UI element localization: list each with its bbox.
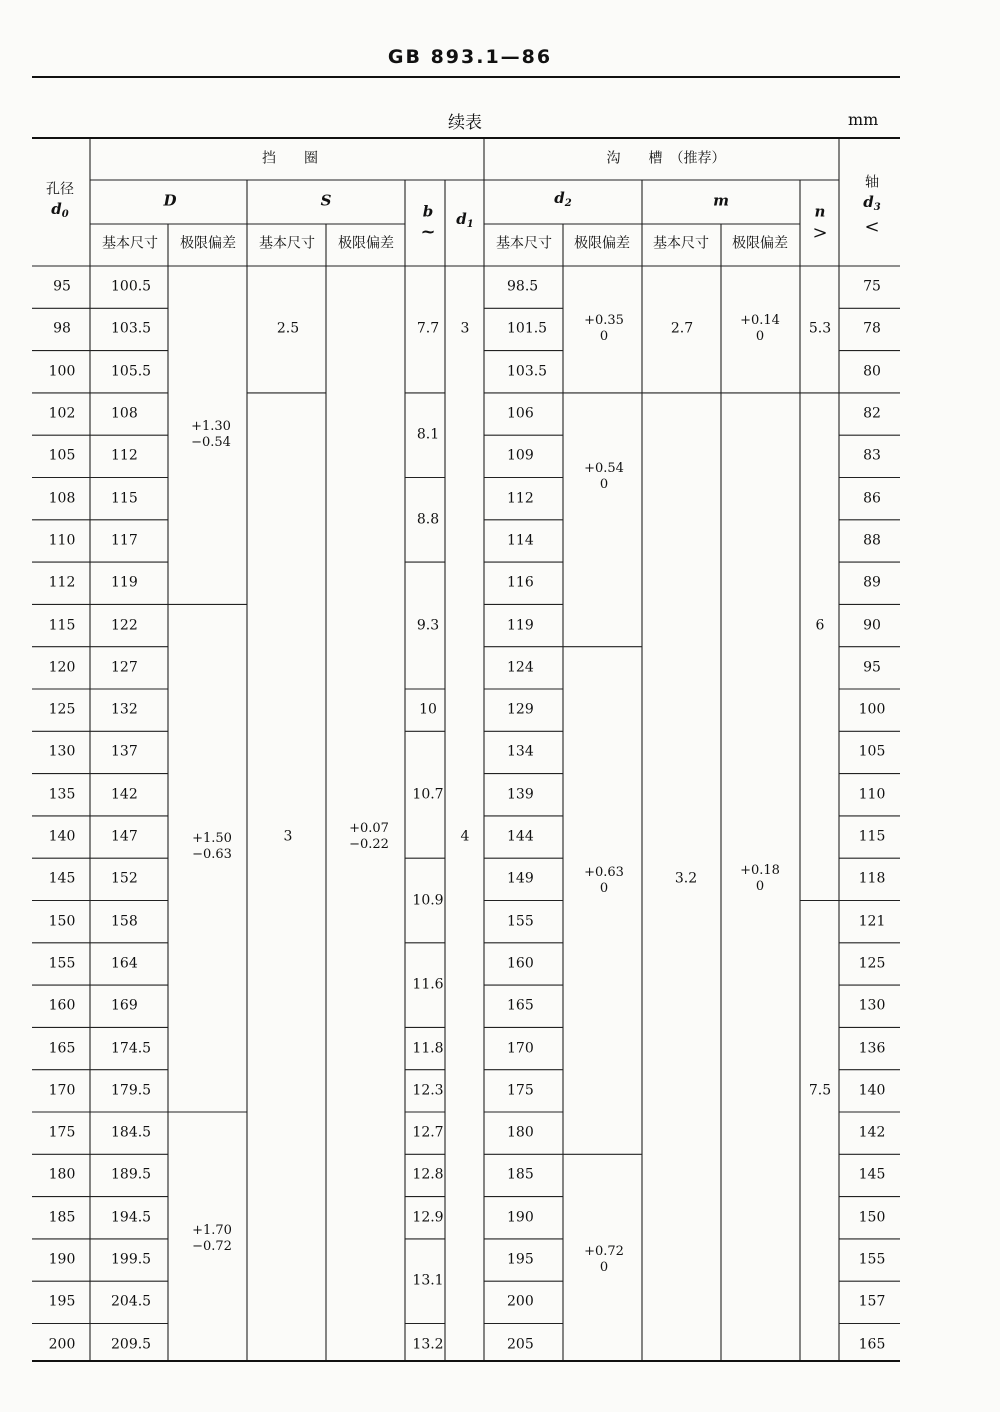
- D-tolerance: [192, 1223, 232, 1255]
- b-cell: 13.2: [412, 1336, 444, 1353]
- document-header: GB 893.1—86: [387, 46, 553, 68]
- m-tolerance: [740, 313, 780, 345]
- d3-cell: 83: [863, 447, 881, 464]
- d2-basic-cell: 103.5: [507, 363, 548, 380]
- header-retaining-ring: 挡 圈: [262, 150, 318, 167]
- d0-cell: 175: [48, 1124, 76, 1141]
- d3-cell: 115: [858, 828, 886, 845]
- D-tolerance-upper: +1.50: [192, 831, 232, 847]
- D-basic-cell: 103.5: [111, 320, 152, 337]
- d1-cell: 4: [460, 828, 470, 845]
- header-d1: $d_1$: [456, 210, 474, 230]
- d2-basic-cell: 160: [507, 955, 534, 972]
- D-tolerance-upper: +1.70: [192, 1222, 232, 1238]
- d2-tolerance: [584, 865, 624, 897]
- d0-cell: 145: [48, 870, 76, 887]
- b-cell: 10.7: [412, 786, 444, 803]
- d2-basic-cell: 205: [507, 1336, 534, 1353]
- S-basic-cell: 2.5: [276, 320, 300, 337]
- d2-basic-cell: 190: [507, 1209, 534, 1226]
- header-S-basic: 基本尺寸: [259, 235, 315, 252]
- header-n: n: [814, 202, 826, 221]
- D-basic-cell: 119: [111, 574, 138, 591]
- d3-cell: 100: [858, 701, 886, 718]
- d2-tolerance: [584, 1244, 624, 1276]
- S-tolerance-upper: +0.07: [349, 821, 389, 837]
- d2-basic-cell: 114: [507, 532, 534, 549]
- b-cell: 10: [419, 701, 437, 718]
- d2-tolerance-lower: 0: [599, 880, 609, 896]
- header-bore: 孔径: [46, 181, 74, 198]
- header-m-tolerance: 极限偏差: [732, 235, 788, 252]
- d0-cell: 105: [48, 447, 76, 464]
- d2-tolerance: [584, 313, 624, 345]
- d2-basic-cell: 124: [507, 659, 534, 676]
- d0-cell: 155: [48, 955, 76, 972]
- d2-basic-cell: 170: [507, 1040, 534, 1057]
- d3-cell: 89: [863, 574, 881, 591]
- d0-cell: 190: [48, 1251, 76, 1268]
- d0-cell: 140: [48, 828, 76, 845]
- d3-cell: 155: [858, 1251, 886, 1268]
- d2-basic-cell: 175: [507, 1082, 534, 1099]
- header-S: S: [320, 191, 332, 210]
- D-basic-cell: 189.5: [111, 1166, 152, 1183]
- b-cell: 9.3: [416, 617, 440, 634]
- d3-cell: 157: [858, 1293, 886, 1310]
- d2-basic-cell: 98.5: [507, 278, 539, 295]
- b-cell: 7.7: [416, 320, 440, 337]
- d0-cell: 160: [48, 997, 76, 1014]
- b-cell: 10.9: [412, 892, 444, 908]
- b-cell: 8.8: [416, 511, 440, 528]
- D-tolerance: [192, 831, 232, 863]
- D-basic-cell: 204.5: [111, 1293, 152, 1310]
- d3-cell: 140: [858, 1082, 886, 1099]
- d2-basic-cell: 165: [507, 997, 534, 1014]
- b-cell: 11.6: [412, 976, 444, 993]
- D-basic-cell: 184.5: [111, 1124, 152, 1141]
- d3-cell: 165: [858, 1336, 886, 1353]
- D-basic-cell: 132: [111, 701, 138, 718]
- b-cell: 12.8: [412, 1166, 444, 1183]
- D-basic-cell: 194.5: [111, 1209, 152, 1226]
- header-b-symbol: ~: [420, 221, 436, 243]
- table-top-rule: [32, 137, 900, 139]
- m-tolerance: [740, 863, 780, 895]
- d2-basic-cell: 116: [507, 574, 534, 591]
- d2-basic-cell: 180: [507, 1124, 534, 1141]
- m-basic-cell: 2.7: [670, 320, 694, 337]
- d3-cell: 88: [863, 532, 881, 549]
- D-tolerance-lower: −0.63: [192, 847, 232, 863]
- m-tolerance-lower: 0: [755, 329, 765, 345]
- header-n-symbol: >: [812, 222, 828, 244]
- d2-basic-cell: 185: [507, 1166, 534, 1183]
- d3-cell: 136: [858, 1040, 886, 1057]
- header-D-basic: 基本尺寸: [102, 235, 158, 252]
- table-caption: 续表: [448, 113, 482, 133]
- D-tolerance-upper: +1.30: [191, 419, 231, 435]
- d0-cell: 200: [48, 1336, 76, 1353]
- D-basic-cell: 137: [111, 743, 138, 760]
- D-basic-cell: 179.5: [111, 1082, 152, 1099]
- header-D-tolerance: 极限偏差: [180, 235, 236, 252]
- d2-basic-cell: 144: [507, 828, 534, 845]
- header-d2-basic: 基本尺寸: [496, 235, 552, 252]
- d0-cell: 120: [48, 659, 76, 676]
- d2-basic-cell: 134: [507, 743, 534, 760]
- D-basic-cell: 142: [111, 786, 138, 803]
- d3-cell: 75: [863, 278, 881, 295]
- d2-basic-cell: 101.5: [507, 320, 548, 337]
- D-tolerance: [191, 419, 231, 451]
- header-d2-tolerance: 极限偏差: [574, 235, 630, 252]
- d0-cell: 98: [53, 320, 71, 337]
- b-cell: 13.1: [412, 1272, 444, 1289]
- d3-cell: 105: [858, 743, 886, 760]
- d0-cell: 108: [48, 490, 76, 507]
- D-basic-cell: 209.5: [111, 1336, 152, 1353]
- d0-cell: 112: [48, 574, 76, 591]
- d3-cell: 150: [858, 1209, 886, 1226]
- D-basic-cell: 147: [111, 828, 138, 845]
- D-basic-cell: 164: [111, 955, 138, 972]
- b-cell: 11.8: [412, 1040, 444, 1057]
- d3-cell: 86: [863, 490, 881, 507]
- n-cell: 6: [815, 617, 825, 634]
- d0-cell: 185: [48, 1209, 76, 1226]
- table-bottom-rule: [32, 1360, 900, 1362]
- header-groove: 沟 槽 （推荐）: [606, 150, 726, 167]
- d2-tolerance-lower: 0: [599, 329, 609, 345]
- D-basic-cell: 152: [111, 870, 138, 887]
- D-basic-cell: 127: [111, 659, 138, 676]
- d3-cell: 80: [863, 363, 881, 380]
- d2-basic-cell: 106: [507, 405, 534, 422]
- D-basic-cell: 174.5: [111, 1040, 152, 1057]
- d0-cell: 95: [53, 278, 71, 295]
- d3-cell: 125: [858, 955, 886, 972]
- header-d0: $d_0$: [51, 200, 69, 220]
- d2-tolerance-lower: 0: [599, 1260, 609, 1276]
- D-basic-cell: 117: [111, 532, 138, 549]
- D-basic-cell: 199.5: [111, 1251, 152, 1268]
- D-tolerance-lower: −0.54: [191, 435, 231, 451]
- d3-cell: 142: [858, 1124, 886, 1141]
- n-cell: 5.3: [808, 320, 832, 337]
- d2-basic-cell: 155: [507, 913, 534, 930]
- d3-cell: 82: [863, 405, 881, 422]
- m-tolerance-upper: +0.18: [740, 863, 780, 879]
- header-m-basic: 基本尺寸: [653, 235, 709, 252]
- D-basic-cell: 169: [111, 997, 138, 1014]
- d2-basic-cell: 112: [507, 490, 534, 507]
- m-tolerance-upper: +0.14: [740, 313, 780, 329]
- d2-basic-cell: 139: [507, 786, 534, 803]
- d0-cell: 130: [48, 743, 76, 760]
- d3-cell: 118: [858, 870, 886, 887]
- d1-cell: 3: [460, 320, 470, 337]
- d0-cell: 135: [48, 786, 76, 803]
- D-basic-cell: 122: [111, 617, 138, 634]
- d3-cell: 95: [863, 659, 881, 676]
- d2-basic-cell: 109: [507, 447, 534, 464]
- header-m: m: [713, 191, 729, 210]
- d2-basic-cell: 119: [507, 617, 534, 634]
- D-basic-cell: 105.5: [111, 363, 152, 380]
- D-basic-cell: 158: [111, 913, 138, 930]
- d0-cell: 150: [48, 913, 76, 930]
- S-basic-cell: 3: [283, 828, 293, 845]
- D-basic-cell: 108: [111, 405, 138, 422]
- m-basic-cell: 3.2: [674, 870, 698, 887]
- d0-cell: 115: [48, 617, 76, 634]
- d0-cell: 110: [48, 532, 76, 549]
- d2-tolerance: [584, 461, 624, 493]
- d2-tolerance-upper: +0.54: [584, 460, 624, 476]
- d2-tolerance-lower: 0: [599, 476, 609, 492]
- header-rule: [32, 76, 900, 78]
- header-D: D: [163, 191, 177, 210]
- d2-tolerance-upper: +0.35: [584, 313, 624, 329]
- d2-basic-cell: 195: [507, 1251, 534, 1268]
- header-d3: $d_3$: [863, 193, 881, 213]
- S-tolerance: [349, 821, 389, 853]
- d3-cell: 110: [858, 786, 886, 803]
- header-S-tolerance: 极限偏差: [338, 235, 394, 252]
- d2-basic-cell: 200: [507, 1293, 534, 1310]
- b-cell: 12.3: [412, 1082, 444, 1099]
- d3-cell: 145: [858, 1166, 886, 1183]
- D-basic-cell: 100.5: [111, 278, 152, 295]
- header-b: b: [422, 202, 434, 221]
- S-tolerance-lower: −0.22: [349, 837, 389, 853]
- d0-cell: 102: [48, 405, 76, 422]
- d3-cell: 78: [863, 320, 881, 337]
- b-cell: 12.9: [412, 1209, 444, 1226]
- m-tolerance-lower: 0: [755, 879, 765, 895]
- d0-cell: 165: [48, 1040, 76, 1057]
- D-basic-cell: 112: [111, 447, 138, 464]
- b-cell: 12.7: [412, 1124, 444, 1141]
- d0-cell: 180: [48, 1166, 76, 1183]
- d2-basic-cell: 149: [507, 870, 534, 887]
- d0-cell: 100: [48, 363, 76, 380]
- D-basic-cell: 115: [111, 490, 138, 507]
- d2-tolerance-upper: +0.63: [584, 864, 624, 880]
- d3-cell: 121: [858, 913, 886, 930]
- header-shaft: 轴: [865, 174, 879, 191]
- d0-cell: 170: [48, 1082, 76, 1099]
- n-cell: 7.5: [808, 1082, 832, 1099]
- header-d2: $d_2$: [554, 189, 572, 209]
- d2-basic-cell: 129: [507, 701, 534, 718]
- d3-cell: 90: [863, 617, 881, 634]
- unit-label: mm: [848, 110, 879, 129]
- b-cell: 8.1: [416, 426, 440, 443]
- d2-tolerance-upper: +0.72: [584, 1244, 624, 1260]
- d0-cell: 125: [48, 701, 76, 718]
- D-tolerance-lower: −0.72: [192, 1238, 232, 1254]
- d3-cell: 130: [858, 997, 886, 1014]
- d0-cell: 195: [48, 1293, 76, 1310]
- header-d3-symbol: <: [864, 216, 880, 238]
